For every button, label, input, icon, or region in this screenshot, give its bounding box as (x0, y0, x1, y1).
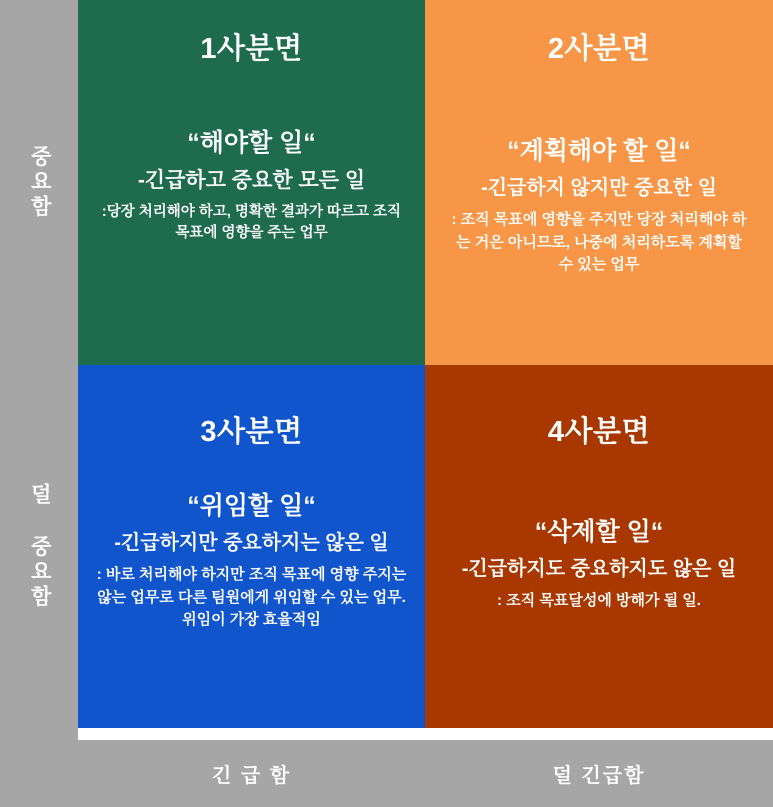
axis-label-less-important: 덜 중요함 (0, 365, 78, 728)
quadrant-2-subtitle: -긴급하지 않지만 중요한 일 (481, 177, 717, 199)
quadrant-1-subtitle: -긴급하고 중요한 모든 일 (137, 169, 366, 192)
axis-label-less-urgent: 덜 긴급함 (425, 740, 773, 807)
quadrant-3 (78, 365, 425, 728)
quadrant-4-subtitle: -긴급하지도 중요하지도 않은 일 (461, 558, 737, 580)
quadrant-1-title: 1사분면 (200, 33, 303, 65)
quadrant-1-quote: “해야할 일“ (187, 129, 316, 157)
quadrant-4-description: : 조직 목표달성에 방해가 될 일. (497, 592, 701, 609)
quadrant-1-description: :당장 처리해야 하고, 명확한 결과가 따르고 조직 목표에 영향을 주는 업무 (101, 204, 402, 242)
quadrant-2-title: 2사분면 (547, 33, 651, 65)
quadrant-3-title: 3사분면 (200, 416, 303, 448)
axis-label-important: 중요함 (0, 0, 78, 365)
quadrant-4-title: 4사분면 (547, 416, 651, 448)
grid-gap-left (78, 728, 425, 740)
grid-corner (0, 740, 78, 807)
quadrant-1 (78, 0, 425, 365)
quadrant-3-quote: “위임할 일“ (187, 492, 316, 520)
quadrant-2-description: : 조직 목표에 영향을 주지만 당장 처리해야 하는 거은 아니므로, 나중에 처리하도록 계획할 수 있는 업무 (451, 211, 747, 273)
quadrant-2 (425, 0, 773, 365)
quadrant-4 (425, 365, 773, 728)
quadrant-4-quote: “삭제할 일“ (534, 518, 664, 546)
quadrant-2-quote: “계획해야 할 일“ (507, 137, 691, 165)
axis-label-urgent: 긴 급 함 (78, 740, 425, 807)
quadrant-3-subtitle: -긴급하지만 중요하지는 않은 일 (114, 532, 389, 554)
axis-column-spacer (0, 728, 78, 740)
grid-gap-right (425, 728, 773, 740)
quadrant-3-description: : 바로 처리해야 하지만 조직 목표에 영향 주지는 않는 업무로 다른 팀원에게 위임할 수 있는 업무. 위임이 가장 효율적임 (96, 566, 407, 628)
